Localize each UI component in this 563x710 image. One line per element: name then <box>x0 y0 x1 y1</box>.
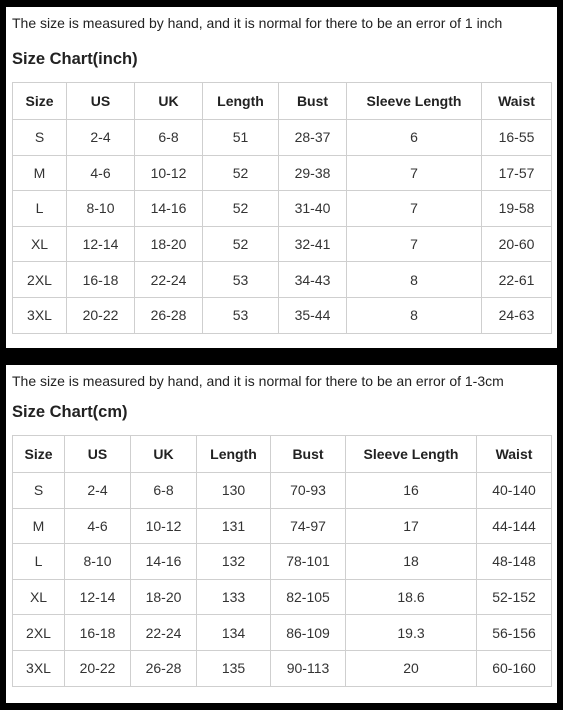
table-cell: 26-28 <box>131 650 197 686</box>
table-cell: 8 <box>347 262 482 298</box>
table-cell: XL <box>13 579 65 615</box>
table-row <box>13 508 552 544</box>
table-cell: 60-160 <box>477 650 552 686</box>
table-cell: 10-12 <box>131 508 197 544</box>
table-cell: 35-44 <box>279 297 347 333</box>
table-cell: 6-8 <box>135 120 203 156</box>
table-cell: 78-101 <box>271 544 346 580</box>
table-cell: 18 <box>346 544 477 580</box>
table-cell: 52 <box>203 155 279 191</box>
table-cell: 8-10 <box>67 191 135 227</box>
column-header: Sleeve Length <box>347 83 482 120</box>
table-cell: 2-4 <box>67 120 135 156</box>
table-cell: 130 <box>197 473 271 509</box>
table-cell: 26-28 <box>135 297 203 333</box>
table-cell: L <box>13 191 67 227</box>
table-cell: 18.6 <box>346 579 477 615</box>
table-cell: 12-14 <box>67 226 135 262</box>
column-header: UK <box>131 436 197 473</box>
table-cell: S <box>13 473 65 509</box>
table-cell: 8 <box>347 297 482 333</box>
table-cell: 16 <box>346 473 477 509</box>
size-chart-title: Size Chart(inch) <box>12 50 138 68</box>
table-cell: S <box>13 120 67 156</box>
table-row <box>13 191 552 227</box>
column-header: Size <box>13 83 67 120</box>
table-cell: 20 <box>346 650 477 686</box>
table-row <box>13 226 552 262</box>
table-row <box>13 297 552 333</box>
table-cell: 16-55 <box>482 120 552 156</box>
table-cell: 2-4 <box>65 473 131 509</box>
table-row <box>13 615 552 651</box>
table-cell: 17-57 <box>482 155 552 191</box>
column-header: Bust <box>271 436 346 473</box>
table-cell: 20-22 <box>65 650 131 686</box>
column-header: Sleeve Length <box>346 436 477 473</box>
table-cell: 70-93 <box>271 473 346 509</box>
table-cell: 53 <box>203 297 279 333</box>
table-cell: 40-140 <box>477 473 552 509</box>
table-cell: 20-22 <box>67 297 135 333</box>
column-header: UK <box>135 83 203 120</box>
table-cell: XL <box>13 226 67 262</box>
table-cell: L <box>13 544 65 580</box>
table-cell: 2XL <box>13 615 65 651</box>
size-table <box>12 435 552 687</box>
size-chart-inch-panel <box>6 7 557 348</box>
table-row <box>13 473 552 509</box>
column-header: Bust <box>279 83 347 120</box>
table-cell: 6-8 <box>131 473 197 509</box>
table-cell: 52 <box>203 191 279 227</box>
table-cell: 16-18 <box>65 615 131 651</box>
size-chart-title: Size Chart(cm) <box>12 403 128 421</box>
table-row <box>13 544 552 580</box>
table-cell: M <box>13 508 65 544</box>
table-cell: 17 <box>346 508 477 544</box>
table-cell: 3XL <box>13 297 67 333</box>
table-cell: 131 <box>197 508 271 544</box>
table-cell: 32-41 <box>279 226 347 262</box>
table-cell: 4-6 <box>67 155 135 191</box>
table-cell: 6 <box>347 120 482 156</box>
measurement-note: The size is measured by hand, and it is normal for there to be an error of 1 inch <box>12 15 503 31</box>
column-header: US <box>65 436 131 473</box>
size-chart-cm-panel <box>6 365 557 703</box>
table-cell: 19-58 <box>482 191 552 227</box>
table-cell: 20-60 <box>482 226 552 262</box>
table-cell: 28-37 <box>279 120 347 156</box>
table-header-row <box>13 83 552 120</box>
table-cell: 3XL <box>13 650 65 686</box>
table-cell: 82-105 <box>271 579 346 615</box>
table-cell: 74-97 <box>271 508 346 544</box>
table-cell: M <box>13 155 67 191</box>
table-cell: 48-148 <box>477 544 552 580</box>
table-cell: 51 <box>203 120 279 156</box>
table-row <box>13 120 552 156</box>
table-cell: 56-156 <box>477 615 552 651</box>
table-cell: 16-18 <box>67 262 135 298</box>
table-cell: 52 <box>203 226 279 262</box>
table-cell: 22-61 <box>482 262 552 298</box>
table-cell: 90-113 <box>271 650 346 686</box>
table-cell: 7 <box>347 191 482 227</box>
table-cell: 19.3 <box>346 615 477 651</box>
column-header: Length <box>203 83 279 120</box>
table-cell: 12-14 <box>65 579 131 615</box>
column-header: Waist <box>477 436 552 473</box>
table-cell: 29-38 <box>279 155 347 191</box>
table-cell: 132 <box>197 544 271 580</box>
table-cell: 44-144 <box>477 508 552 544</box>
table-cell: 8-10 <box>65 544 131 580</box>
table-cell: 7 <box>347 155 482 191</box>
table-cell: 18-20 <box>135 226 203 262</box>
table-cell: 31-40 <box>279 191 347 227</box>
table-cell: 22-24 <box>131 615 197 651</box>
table-cell: 133 <box>197 579 271 615</box>
table-cell: 34-43 <box>279 262 347 298</box>
measurement-note: The size is measured by hand, and it is normal for there to be an error of 1-3cm <box>12 373 504 389</box>
column-header: Length <box>197 436 271 473</box>
size-table <box>12 82 552 334</box>
table-cell: 7 <box>347 226 482 262</box>
table-cell: 135 <box>197 650 271 686</box>
table-cell: 18-20 <box>131 579 197 615</box>
table-header-row <box>13 436 552 473</box>
table-cell: 4-6 <box>65 508 131 544</box>
table-cell: 22-24 <box>135 262 203 298</box>
table-cell: 53 <box>203 262 279 298</box>
table-cell: 52-152 <box>477 579 552 615</box>
table-cell: 24-63 <box>482 297 552 333</box>
table-cell: 86-109 <box>271 615 346 651</box>
table-row <box>13 262 552 298</box>
table-cell: 14-16 <box>135 191 203 227</box>
table-row <box>13 155 552 191</box>
column-header: Waist <box>482 83 552 120</box>
column-header: US <box>67 83 135 120</box>
column-header: Size <box>13 436 65 473</box>
table-cell: 14-16 <box>131 544 197 580</box>
table-cell: 2XL <box>13 262 67 298</box>
table-row <box>13 650 552 686</box>
table-cell: 134 <box>197 615 271 651</box>
table-row <box>13 579 552 615</box>
table-cell: 10-12 <box>135 155 203 191</box>
